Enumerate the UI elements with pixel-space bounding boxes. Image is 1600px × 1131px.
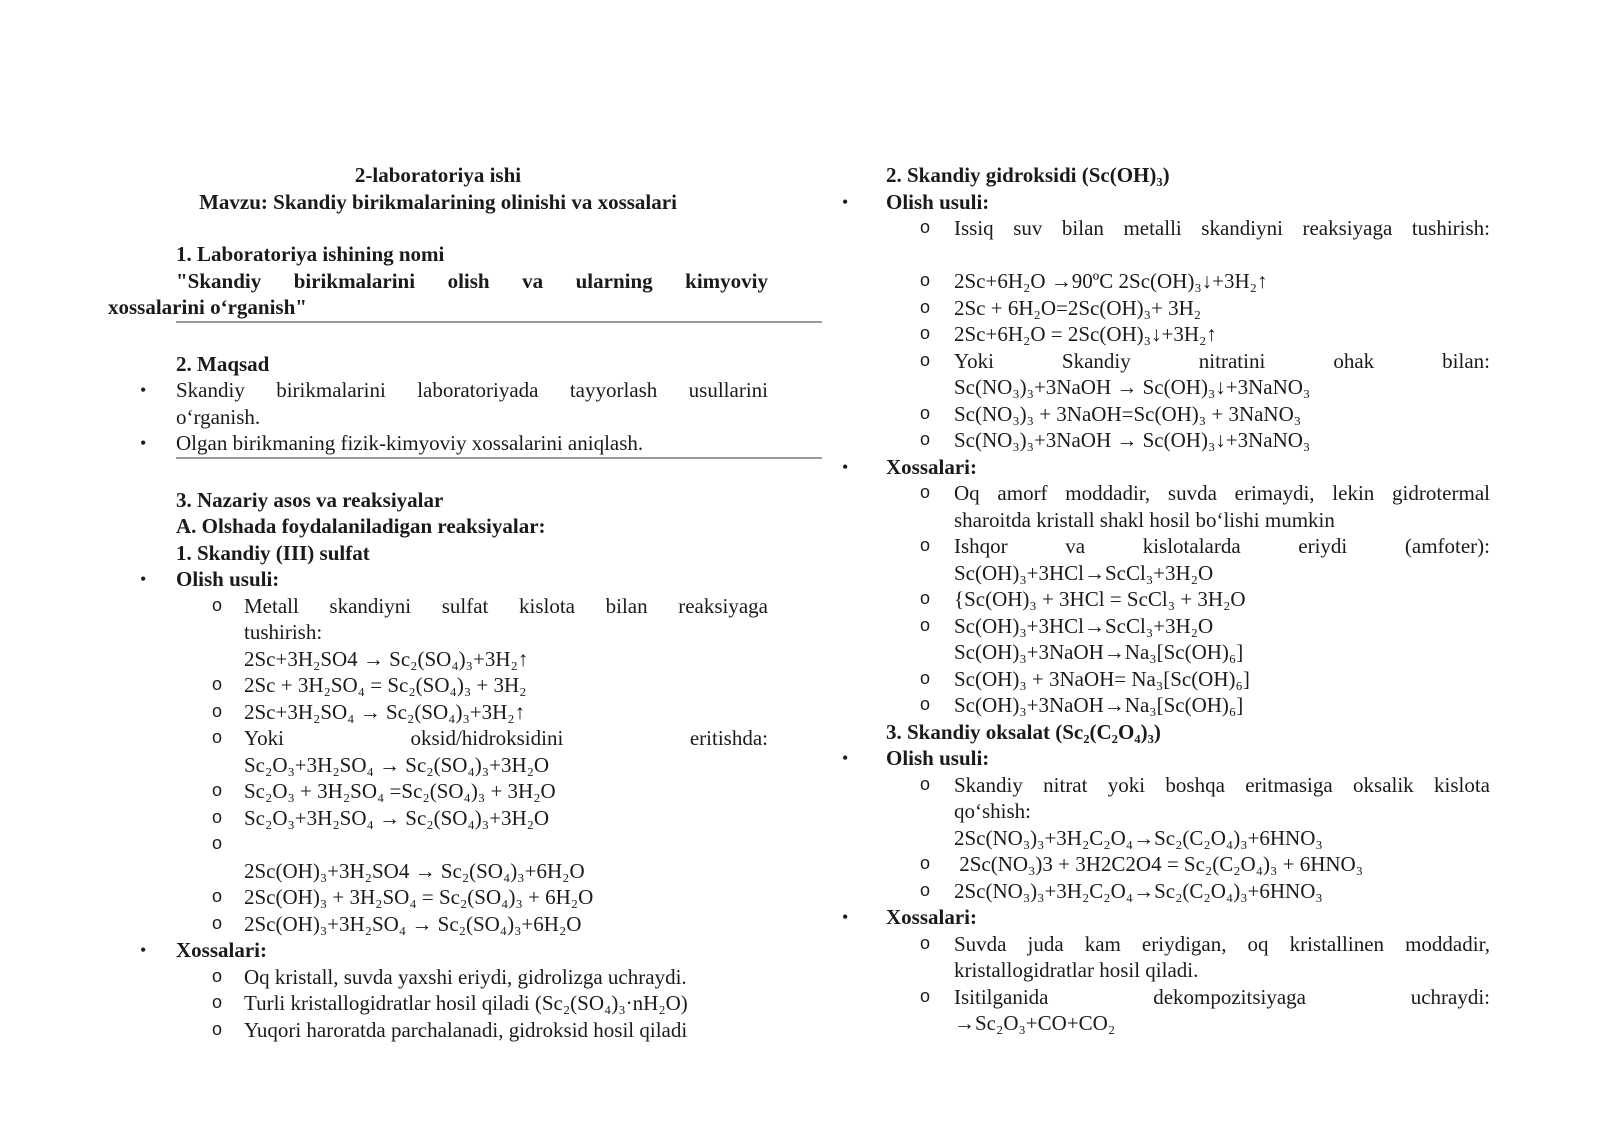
circle-bullet-icon: o — [212, 833, 223, 853]
sub-list-item — [870, 851, 1490, 878]
bullet-icon: • — [140, 569, 147, 589]
list-text: Yuqori haroratda parchalanadi, gidroksid hosil qiladi — [244, 1017, 688, 1042]
sub-list-item — [108, 778, 768, 805]
reaction-equation: Sc₂O₃+3H₂SO₄ → Sc₂(SO₄)₃+3H₂O — [244, 805, 550, 830]
sub-list-item — [870, 772, 1490, 852]
circle-bullet-icon: o — [212, 806, 223, 827]
reaction-equation: Sc(OH)₃+3HCl→ScCl₃+3H₂O — [954, 613, 1214, 638]
sub-list-item — [870, 878, 1490, 905]
reaction-equation: →Sc₂O₃+CO+CO₂ — [954, 1011, 1116, 1035]
compound-heading: 1. Skandiy (III) sulfat — [176, 540, 370, 565]
list-item — [108, 937, 768, 964]
lab-title: 2-laboratoriya ishi — [354, 163, 522, 187]
list-heading: Xossalari: — [176, 938, 267, 962]
reaction-equation: Sc(NO₃)₃+3NaOH → Sc(OH)₃↓+3NaNO₃ — [954, 375, 1311, 399]
sub-list-item — [870, 401, 1490, 428]
list-item — [842, 189, 1490, 216]
list-text: Yoki oksid/hidroksidini eritishda: — [244, 726, 768, 750]
circle-bullet-icon: o — [920, 349, 931, 370]
circle-bullet-icon: o — [212, 594, 223, 615]
list-text: Yoki Skandiy nitratini ohak bilan: — [954, 348, 1490, 373]
reaction-equation: 2Sc+3H₂SO₄ → Sc₂(SO₄)₃+3H₂↑ — [244, 699, 526, 724]
reaction-equation: 2Sc(NO₃)₃+3H₂C₂O₄→Sc₂(C₂O₄)₃+6HNO₃ — [954, 878, 1323, 903]
list-heading: Xossalari: — [886, 454, 977, 479]
list-text: tushirish: — [244, 620, 323, 644]
circle-bullet-icon: o — [212, 700, 223, 721]
circle-bullet-icon: o — [920, 296, 931, 317]
sub-list-item — [870, 268, 1490, 295]
circle-bullet-icon: o — [212, 886, 223, 906]
sub-list-item — [108, 593, 768, 673]
section-heading-theory: 3. Nazariy asos va reaksiyalar — [176, 487, 444, 512]
list-heading: Olish usuli: — [886, 746, 990, 770]
reaction-equation: Sc(NO₃)₃+3NaOH → Sc(OH)₃↓+3NaNO₃ — [954, 428, 1311, 452]
circle-bullet-icon: o — [920, 932, 931, 953]
bullet-icon: • — [842, 907, 849, 927]
circle-bullet-icon: o — [212, 780, 223, 800]
circle-bullet-icon: o — [920, 535, 931, 555]
list-item — [842, 904, 1490, 931]
right-column — [842, 162, 1490, 1037]
reaction-equation: Sc(NO₃)₃ + 3NaOH=Sc(OH)₃ + 3NaNO₃ — [954, 401, 1302, 426]
section-heading-hydroxide: 2. Skandiy gidroksidi (Sc(OH)₃) — [886, 163, 1170, 187]
reaction-equation: 2Sc(NO₃)₃+3H₂C₂O₄→Sc₂(C₂O₄)₃+6HNO₃ — [954, 825, 1323, 850]
reaction-equation: 2Sc(OH)₃+3H₂SO₄ → Sc₂(SO₄)₃+6H₂O — [244, 911, 582, 936]
circle-bullet-icon: o — [920, 402, 931, 423]
sub-list-item — [108, 990, 768, 1017]
left-column — [108, 162, 768, 1043]
circle-bullet-icon: o — [920, 323, 931, 343]
circle-bullet-icon: o — [212, 992, 223, 1012]
reaction-equation: Sc(OH)₃+3HCl→ScCl₃+3H₂O — [954, 560, 1214, 585]
sub-list-item — [108, 911, 768, 938]
sub-list-item — [870, 613, 1490, 666]
reaction-equation: 2Sc+6H₂O = 2Sc(OH)₃↓+3H₂↑ — [954, 322, 1217, 346]
sub-list-item — [870, 321, 1490, 348]
reaction-equation: 2Sc + 3H₂SO₄ = Sc₂(SO₄)₃ + 3H₂ — [244, 673, 527, 697]
reaction-equation: Sc(OH)₃+3NaOH→Na₃[Sc(OH)₆] — [954, 693, 1244, 717]
reaction-equation: 2Sc + 6H₂O=2Sc(OH)₃+ 3H₂ — [954, 295, 1202, 320]
list-item — [108, 566, 768, 593]
list-text: Oq kristall, suvda yaxshi eriydi, gidrolizga uchraydi. — [244, 964, 687, 989]
list-text: Skandiy birikmalarini laboratoriyada tayyorlash usullarini — [176, 378, 768, 402]
sub-list-item — [108, 699, 768, 726]
subsection-heading: A. Olshada foydalaniladigan reaksiyalar: — [176, 514, 546, 538]
sub-list-item — [108, 831, 768, 884]
list-text: Isitilganida dekompozitsiyaga uchraydi: — [954, 984, 1490, 1009]
lab-name-line: xossalarini o‘rganish" — [108, 295, 307, 319]
bullet-icon: • — [842, 191, 849, 212]
sub-list-item — [870, 666, 1490, 693]
circle-bullet-icon: o — [920, 588, 931, 608]
sub-list-item — [108, 884, 768, 911]
sub-list-item — [870, 692, 1490, 719]
circle-bullet-icon: o — [920, 614, 931, 635]
list-heading: Xossalari: — [886, 905, 977, 929]
list-heading: Olish usuli: — [176, 567, 280, 591]
sub-list-item — [870, 215, 1490, 268]
reaction-equation: Sc₂O₃+3H₂SO₄ → Sc₂(SO₄)₃+3H₂O — [244, 752, 550, 777]
sub-list-item — [108, 725, 768, 778]
sub-list-item — [870, 984, 1490, 1037]
section-heading-goal: 2. Maqsad — [176, 351, 270, 376]
circle-bullet-icon: o — [920, 694, 931, 714]
sub-list-item — [870, 533, 1490, 586]
list-text: Ishqor va kislotalarda eriydi (amfoter): — [954, 534, 1490, 558]
reaction-equation: 2Sc(NO₃)3 + 3H2C2O4 = Sc₂(C₂O₄)₃ + 6HNO₃ — [954, 852, 1364, 876]
bullet-icon: • — [140, 940, 147, 960]
reaction-equation: 2Sc(OH)₃+3H₂SO4 → Sc₂(SO₄)₃+6H₂O — [244, 858, 585, 883]
sub-list-item — [870, 931, 1490, 984]
reaction-equation: 2Sc+3H₂SO4 → Sc₂(SO₄)₃+3H₂↑ — [244, 646, 529, 671]
section-heading-name: 1. Laboratoriya ishining nomi — [176, 242, 445, 266]
list-text: sharoitda kristall shakl hosil bo‘lishi mumkin — [954, 507, 1335, 532]
sub-list-item — [108, 805, 768, 832]
sub-list-item — [870, 427, 1490, 454]
list-text: kristallogidratlar hosil qiladi. — [954, 958, 1199, 982]
circle-bullet-icon: o — [920, 773, 931, 794]
sub-list-item — [870, 480, 1490, 533]
sub-list-item — [870, 586, 1490, 613]
list-item — [108, 430, 768, 457]
circle-bullet-icon: o — [920, 270, 931, 290]
bullet-icon: • — [140, 380, 147, 400]
lab-name-line: "Skandiy birikmalarini olish va ularning kimyoviy — [176, 268, 768, 293]
reaction-equation: Sc(OH)₃+3NaOH→Na₃[Sc(OH)₆] — [954, 640, 1244, 664]
bullet-icon: • — [842, 748, 849, 768]
circle-bullet-icon: o — [920, 217, 931, 237]
list-text: Suvda juda kam eriydigan, oq kristallinen moddadir, — [954, 931, 1490, 956]
reaction-equation: Sc(OH)₃ + 3NaOH= Na₃[Sc(OH)₆] — [954, 666, 1250, 691]
circle-bullet-icon: o — [212, 674, 223, 694]
list-text: o‘rganish. — [176, 404, 261, 429]
topic-title: Mavzu: Skandiy birikmalarining olinishi va xossalari — [199, 189, 677, 214]
bullet-icon: • — [140, 433, 147, 453]
list-text: Turli kristallogidratlar hosil qiladi (Sc₂(SO₄)₃·nH₂O) — [244, 991, 688, 1015]
reaction-equation: Sc₂O₃ + 3H₂SO₄ =Sc₂(SO₄)₃ + 3H₂O — [244, 779, 556, 803]
sub-list-item — [108, 1017, 768, 1044]
circle-bullet-icon: o — [212, 727, 223, 747]
section-heading-oxalate: 3. Skandiy oksalat (Sc₂(C₂O₄)₃) — [886, 719, 1161, 744]
sub-list-item — [870, 295, 1490, 322]
list-item — [108, 377, 768, 430]
list-text: Oq amorf moddadir, suvda erimaydi, lekin gidrotermal — [954, 481, 1490, 505]
reaction-equation: {Sc(OH)₃ + 3HCl = ScCl₃ + 3H₂O — [954, 587, 1246, 611]
circle-bullet-icon: o — [212, 912, 223, 933]
list-text: Olgan birikmaning fizik-kimyoviy xossalarini aniqlash. — [176, 431, 644, 455]
bullet-icon: • — [842, 456, 849, 477]
sub-list-item — [108, 964, 768, 991]
list-item — [842, 454, 1490, 481]
circle-bullet-icon: o — [920, 429, 931, 449]
circle-bullet-icon: o — [920, 985, 931, 1006]
reaction-equation: 2Sc+6H₂O →90ºC 2Sc(OH)₃↓+3H₂↑ — [954, 269, 1268, 293]
list-heading: Olish usuli: — [886, 189, 990, 214]
sub-list-item — [108, 672, 768, 699]
circle-bullet-icon: o — [920, 667, 931, 688]
list-text: qo‘shish: — [954, 799, 1032, 823]
sub-list-item — [870, 348, 1490, 401]
list-text: Metall skandiyni sulfat kislota bilan reaksiyaga — [244, 593, 768, 618]
reaction-equation: 2Sc(OH)₃ + 3H₂SO₄ = Sc₂(SO₄)₃ + 6H₂O — [244, 885, 594, 909]
list-text: Issiq suv bilan metalli skandiyni reaksiyaga tushirish: — [954, 216, 1490, 240]
list-item — [842, 745, 1490, 772]
circle-bullet-icon: o — [920, 879, 931, 900]
circle-bullet-icon: o — [212, 965, 223, 986]
circle-bullet-icon: o — [212, 1018, 223, 1039]
list-text: Skandiy nitrat yoki boshqa eritmasiga oksalik kislota — [954, 772, 1490, 797]
circle-bullet-icon: o — [920, 853, 931, 873]
circle-bullet-icon: o — [920, 482, 931, 502]
